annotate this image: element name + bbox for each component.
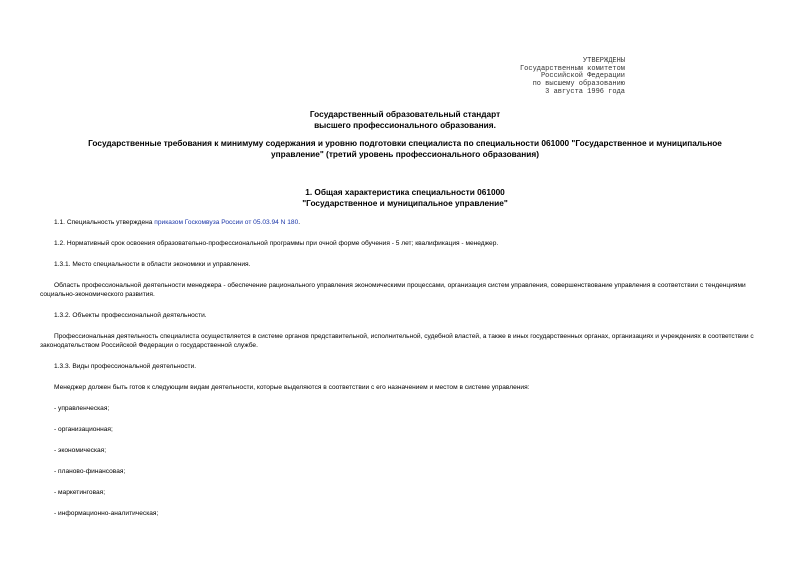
paragraph-1-3-2-body: Профессиональная деятельность специалиста осуществляется в системе органов представительной, исполнительной, судебной властей, а также в иных государственных органах, организациях и учреждениях в соответствии с законодательством Российской Федерации о государственной службе.	[40, 333, 754, 349]
list-item: - экономическая;	[54, 447, 107, 454]
order-link[interactable]: приказом Госкомвуза России от 05.03.94 N 180	[154, 219, 299, 226]
list-item: - маркетинговая;	[54, 489, 106, 496]
paragraph-1-2: 1.2. Нормативный срок освоения образовательно-профессиональной программы при очной форме обучения - 5 лет; квалификация - менеджер.	[54, 240, 499, 247]
paragraph-1-3-2: 1.3.2. Объекты профессиональной деятельности.	[54, 312, 207, 319]
section-heading	[40, 187, 770, 208]
list-item: - организационная;	[54, 426, 113, 433]
title-line: Государственные требования к минимуму содержания и уровню подготовки специалиста по специальности 061000 "Государственное и муниципальное	[88, 138, 722, 148]
paragraph-text: 1.1. Специальность утверждена	[54, 219, 155, 226]
list-item: - планово-финансовая;	[54, 468, 126, 475]
paragraph-1-3-3-body: Менеджер должен быть готов к следующим видам деятельности, которые выделяются в соответствии с его назначением и местом в системе управления:	[54, 384, 530, 391]
approval-line: по высшему образованию	[532, 80, 625, 89]
approval-line: 3 августа 1996 года	[545, 87, 625, 96]
requirements-title	[40, 138, 770, 159]
approval-stamp	[470, 58, 625, 97]
approval-line: УТВЕРЖДЕНЫ	[582, 57, 625, 65]
title-line: Государственный образовательный стандарт	[309, 109, 501, 119]
list-item: - информационно-аналитическая;	[54, 510, 159, 517]
document-title	[40, 109, 770, 130]
paragraph-text: .	[298, 219, 301, 226]
paragraph-1-3-3: 1.3.3. Виды профессиональной деятельности.	[54, 363, 197, 370]
title-line: управление" (третий уровень профессионального образования)	[271, 148, 539, 159]
paragraph-1-3-1: 1.3.1. Место специальности в области экономики и управления.	[54, 261, 251, 268]
title-line: высшего профессионального образования.	[314, 119, 496, 130]
list-item: - управленческая;	[54, 405, 110, 412]
approval-line: Государственным комитетом	[519, 64, 625, 73]
paragraph-1-1	[40, 219, 770, 228]
heading-line: 1. Общая характеристика специальности 061000	[305, 187, 505, 197]
paragraph-1-3-1-body: Область профессиональной деятельности менеджера - обеспечение рационального управления экономическими процессами, организация систем управления, совершенствование управления в соответствии с тенденциями социально-экономического развития.	[40, 282, 746, 298]
heading-line: "Государственное и муниципальное управление"	[302, 197, 508, 208]
approval-line: Российской Федерации	[540, 72, 625, 81]
